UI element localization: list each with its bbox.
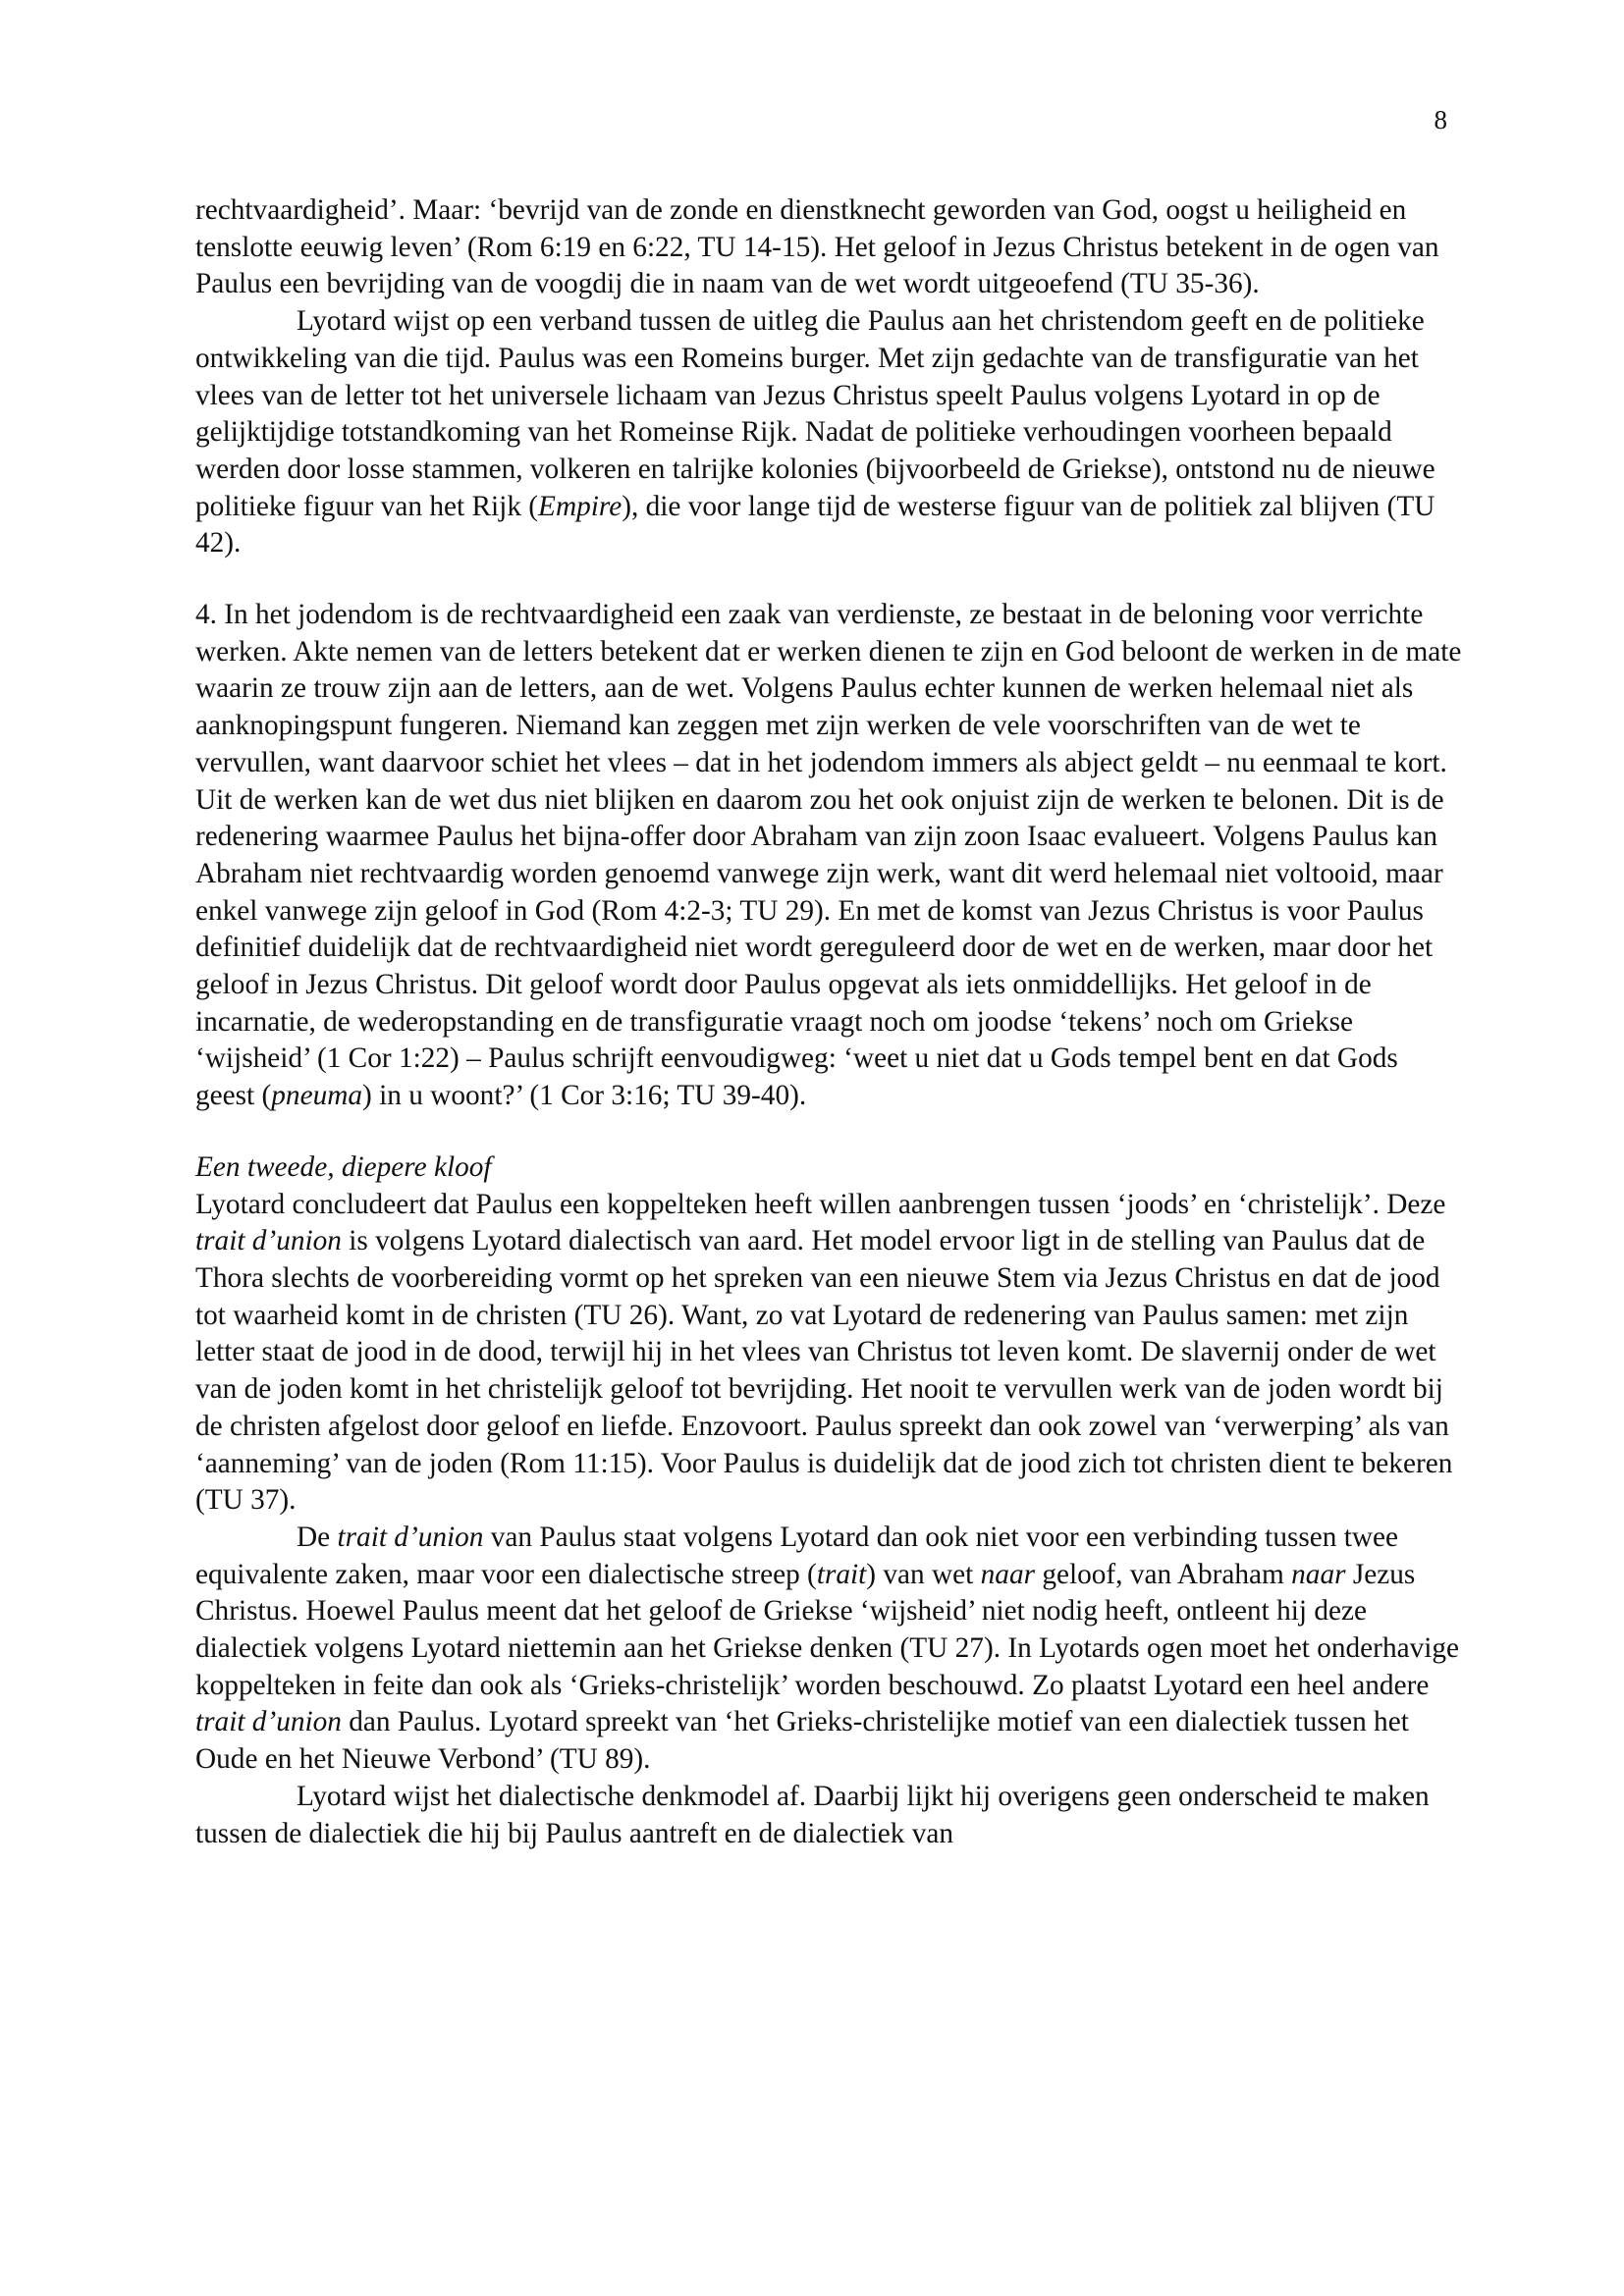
italic-text: trait <box>816 1558 867 1590</box>
text-run: De <box>297 1521 338 1553</box>
italic-text: trait d’union <box>195 1706 342 1738</box>
text-run: Lyotard concludeert dat Paulus een koppelteken heeft willen aanbrengen tussen ‘joods’ en ‘christelijk’. Deze <box>195 1188 1446 1220</box>
text-run: ) van wet <box>866 1558 981 1590</box>
paragraph <box>195 1779 1462 1852</box>
italic-text: trait d’union <box>195 1225 342 1257</box>
italic-text: Empire <box>538 490 623 522</box>
text-run: ), die voor lange tijd de westerse figuur van de politiek zal blijven (TU 42). <box>195 490 1435 560</box>
paragraph <box>195 1520 1462 1779</box>
text-run: dan Paulus. Lyotard spreekt van ‘het Grieks-christelijke motief van een dialectiek tussen het Oude en het Nieuwe Verbond’ (TU 89). <box>195 1706 1409 1776</box>
text-run: rechtvaardigheid’. Maar: ‘bevrijd van de zonde en dienstknecht geworden van God, oogst u heiligheid en tenslotte eeuwig leven’ (Rom 6:19 en 6:22, TU 14-15). Het geloof in Jezus Christus betekent in de ogen van Paulus een bevrijding van de voogdij die in naam van de wet wordt uitgeoefend (TU 35-36). <box>195 194 1439 300</box>
text-run: van Paulus staat volgens Lyotard dan ook niet voor een verbinding tussen twee equivalente zaken, maar voor een dialectische streep ( <box>195 1521 1399 1590</box>
section-heading: Een tweede, diepere kloof <box>195 1150 492 1183</box>
body-text <box>195 192 1462 1852</box>
paragraph <box>195 303 1462 562</box>
italic-text: pneuma <box>271 1080 363 1112</box>
text-run: Lyotard wijst op een verband tussen de uitleg die Paulus aan het christendom geeft en de politieke ontwikkeling van die tijd. Paulus was een Romeins burger. Met zijn gedachte van de transfiguratie van het vlees van de letter tot het universele lichaam van Jezus Christus speelt Paulus volgens Lyotard in op de gelijktijdige totstandkoming van het Romeinse Rijk. Nadat de politieke verhoudingen voorheen bepaald werden door losse stammen, volkeren en talrijke kolonies (bijvoorbeeld de Griekse), ontstond nu de nieuwe politieke figuur van het Rijk ( <box>195 305 1435 522</box>
paragraph <box>195 1187 1462 1520</box>
text-run: ) in u woont?’ (1 Cor 3:16; TU 39-40). <box>362 1080 807 1112</box>
text-run: Jezus Christus. Hoewel Paulus meent dat het geloof de Griekse ‘wijsheid’ niet nodig heeft, ontleent hij deze dialectiek volgens Lyotard niettemin aan het Griekse denken (TU 27). In Lyotards ogen moet het onderhavige koppelteken in feite dan ook als ‘Grieks-christelijk’ worden beschouwd. Zo plaatst Lyotard een heel andere <box>195 1558 1460 1701</box>
text-run: is volgens Lyotard dialectisch van aard. Het model ervoor ligt in de stelling van Paulus dat de Thora slechts de voorbereiding vormt op het spreken van een nieuwe Stem via Jezus Christus en dat de jood tot waarheid komt in de christen (TU 26). Want, zo vat Lyotard de redenering van Paulus samen: met zijn letter staat de jood in de dood, terwijl hij in het vlees van Christus tot leven komt. De slavernij onder de wet van de joden komt in het christelijk geloof tot bevrijding. Het nooit te vervullen werk van de joden wordt bij de christen afgelost door geloof en liefde. Enzovoort. Paulus spreekt dan ook zowel van ‘verwerping’ als van ‘aanneming’ van de joden (Rom 11:15). Voor Paulus is duidelijk dat de jood zich tot christen dient te bekeren (TU 37). <box>195 1225 1453 1517</box>
italic-text: naar <box>980 1558 1035 1590</box>
paragraph <box>195 192 1462 303</box>
text-run: geloof, van Abraham <box>1035 1558 1292 1590</box>
italic-text: naar <box>1291 1558 1346 1590</box>
text-run: 4. In het jodendom is de rechtvaardigheid een zaak van verdienste, ze bestaat in de beloning voor verrichte werken. Akte nemen van de letters betekent dat er werken dienen te zijn en God beloont de werken in de mate waarin ze trouw zijn aan de letters, aan de wet. Volgens Paulus echter kunnen de werken helemaal niet als aanknopingspunt fungeren. Niemand kan zeggen met zijn werken de vele voorschriften van de wet te vervullen, want daarvoor schiet het vlees – dat in het jodendom immers als abject geldt – nu eenmaal te kort. Uit de werken kan de wet dus niet blijken en daarom zou het ook onjuist zijn de werken te belonen. Dit is de redenering waarmee Paulus het bijna-offer door Abraham van zijn zoon Isaac evalueert. Volgens Paulus kan Abraham niet rechtvaardig worden genoemd vanwege zijn werk, want dit werd helemaal niet voltooid, maar enkel vanwege zijn geloof in God (Rom 4:2-3; TU 29). En met de komst van Jezus Christus is voor Paulus definitief duidelijk dat de rechtvaardigheid niet wordt gereguleerd door de wet en de werken, maar door het geloof in Jezus Christus. Dit geloof wordt door Paulus opgevat als iets onmiddellijks. Het geloof in de incarnatie, de wederopstanding en de transfiguratie vraagt noch om joodse ‘tekens’ noch om Griekse ‘wijsheid’ (1 Cor 1:22) – Paulus schrijft eenvoudigweg: ‘weet u niet dat u Gods tempel bent en dat Gods geest ( <box>195 599 1462 1112</box>
paragraph-gap <box>195 562 1462 597</box>
paragraph-gap <box>195 1115 1462 1149</box>
page-number: 8 <box>1434 105 1447 134</box>
paragraph <box>195 597 1462 1115</box>
text-run: Lyotard wijst het dialectische denkmodel af. Daarbij lijkt hij overigens geen onderscheid te maken tussen de dialectiek die hij bij Paulus aantreft en de dialectiek van <box>195 1780 1430 1849</box>
italic-text: trait d’union <box>337 1521 484 1553</box>
